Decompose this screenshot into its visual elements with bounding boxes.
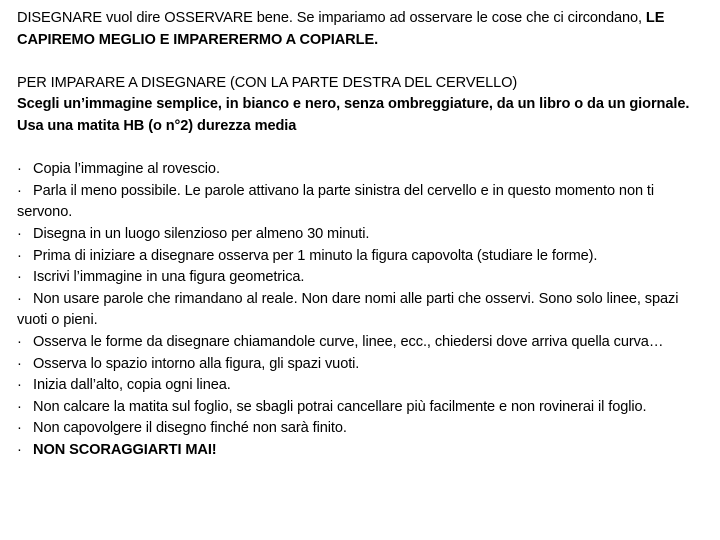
tips-list (17, 159, 707, 461)
instruction-choose-image: Scegli un’immagine semplice, in bianco e nero, senza ombreggiature, da un libro o da un giornale. (17, 96, 690, 113)
bullet-marker: · (17, 377, 22, 394)
intro-text: DISEGNARE vuol dire OSSERVARE bene. Se impariamo ad osservare le cose che ci circondano, (17, 10, 646, 26)
bullet-marker: · (17, 290, 22, 307)
bullet-marker: · (17, 161, 22, 178)
list-item (17, 159, 707, 181)
list-item-text: Copia l’immagine al rovescio. (33, 161, 220, 178)
bullet-marker: · (17, 182, 22, 199)
list-item (17, 375, 707, 397)
list-item-text: Iscrivi l’immagine in una figura geometrica. (33, 269, 305, 286)
bullet-marker: · (17, 420, 22, 437)
list-item (17, 397, 707, 419)
list-item (17, 332, 707, 354)
list-item-text: Disegna in un luogo silenzioso per almeno 30 minuti. (33, 225, 370, 242)
instruction-pencil: Usa una matita HB (o n°2) durezza media (17, 117, 297, 134)
bullet-marker: · (17, 398, 22, 415)
final-tip: NON SCORAGGIARTI MAI! (33, 441, 217, 458)
list-item (17, 181, 707, 224)
list-item-text: Non usare parole che rimandano al reale. Non dare nomi alle parti che osservi. Sono solo linee, spazi vuoti o pieni. (17, 290, 679, 329)
list-item (17, 354, 707, 376)
bullet-marker: · (17, 269, 22, 286)
list-item-text: Inizia dall’alto, copia ogni linea. (33, 377, 231, 394)
bullet-marker: · (17, 355, 22, 372)
list-item-text: Osserva le forme da disegnare chiamandole curve, linee, ecc., chiedersi dove arriva quella curva… (33, 333, 664, 350)
spacer (17, 138, 707, 160)
document-page (17, 8, 707, 461)
list-item (17, 246, 707, 268)
list-item-text: Non calcare la matita sul foglio, se sbagli potrai cancellare più facilmente e non rovinerai il foglio. (33, 398, 647, 415)
list-item-final (17, 440, 707, 462)
intro-emphasis: LE CAPIREMO MEGLIO E IMPARERERMO A COPIARLE. (17, 10, 665, 48)
list-item-text: Non capovolgere il disegno finché non sarà finito. (33, 420, 347, 437)
bullet-marker: · (17, 247, 22, 264)
list-item-text: Osserva lo spazio intorno alla figura, gli spazi vuoti. (33, 355, 360, 372)
list-item (17, 267, 707, 289)
bullet-marker: · (17, 441, 22, 458)
intro-paragraph (17, 8, 707, 51)
list-item (17, 418, 707, 440)
list-item (17, 224, 707, 246)
bullet-marker: · (17, 225, 22, 242)
list-item-text: Prima di iniziare a disegnare osserva per 1 minuto la figura capovolta (studiare le forme). (33, 247, 598, 264)
bullet-marker: · (17, 333, 22, 350)
list-item-text: Parla il meno possibile. Le parole attivano la parte sinistra del cervello e in questo momento non ti servono. (17, 182, 655, 221)
section-heading: PER IMPARARE A DISEGNARE (CON LA PARTE DESTRA DEL CERVELLO) (17, 74, 518, 91)
list-item (17, 289, 707, 332)
spacer (17, 51, 707, 73)
